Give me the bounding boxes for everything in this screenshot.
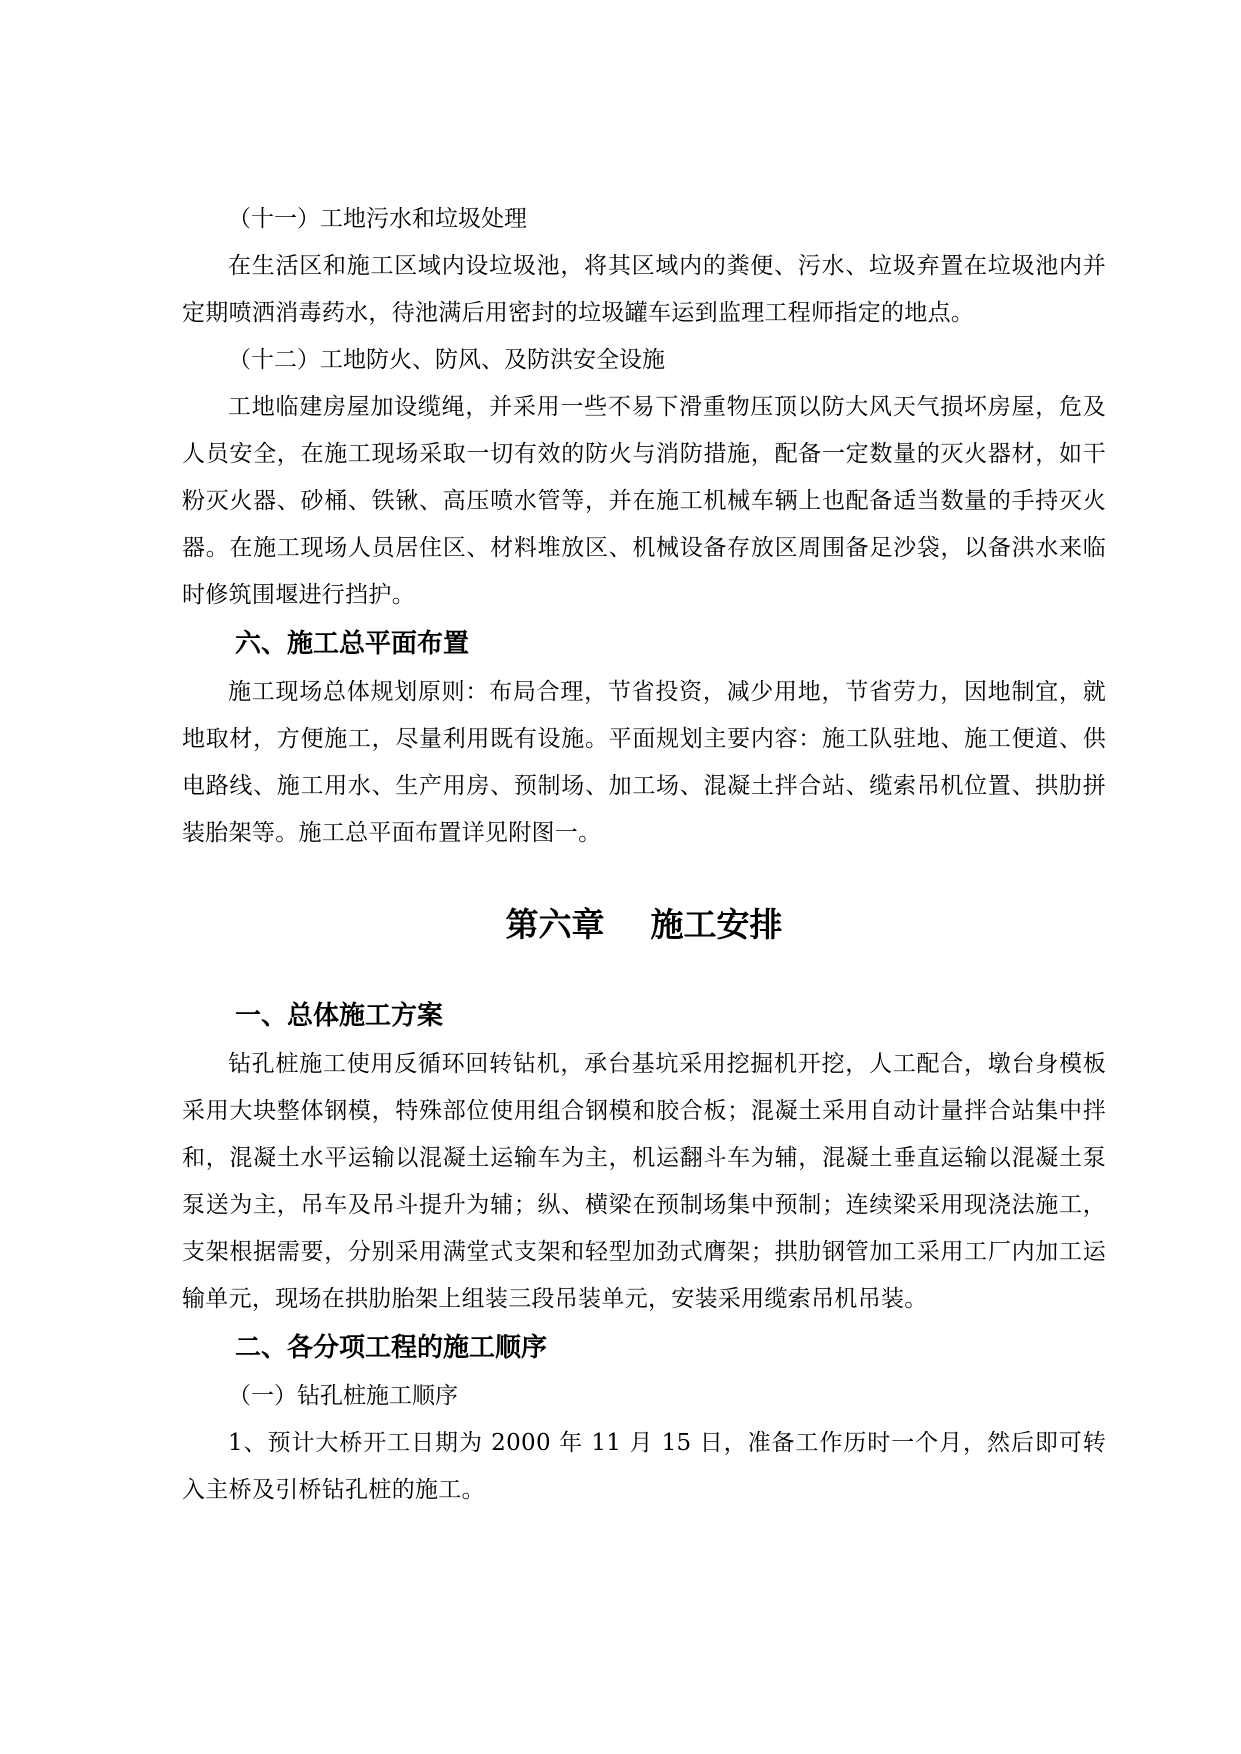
part-2-heading: 二、各分项工程的施工顺序 <box>235 1333 548 1363</box>
chapter-title: 第六章 施工安排 <box>505 905 783 944</box>
part-1-heading: 一、总体施工方案 <box>235 1001 444 1031</box>
part-1-body: 钻孔桩施工使用反循环回转钻机，承台基坑采用挖掘机开挖，人工配合，墩台身模板采用大块整体钢模，特殊部位使用组合钢模和胶合板；混凝土采用自动计量拌合站集中拌和，混凝土水平运输以混凝土运输车为主，机运翻斗车为辅，混凝土垂直运输以混凝土泵泵送为主，吊车及吊斗提升为辅；纵、横梁在预制场集中预制；连续梁采用现浇法施工，支架根据需要，分别采用满堂式支架和轻型加劲式膺架；拱肋钢管加工采用工厂内加工运输单元，现场在拱肋胎架上组装三段吊装单元，安装采用缆索吊机吊装。 <box>182 1051 1106 1312</box>
part-2-sub-1-heading: （一）钻孔桩施工顺序 <box>228 1383 458 1409</box>
section-12-body: 工地临建房屋加设缆绳，并采用一些不易下滑重物压顶以防大风天气损坏房屋，危及人员安全，在施工现场采取一切有效的防火与消防措施，配备一定数量的灭火器材，如干粉灭火器、砂桶、铁锹、高压喷水管等，并在施工机械车辆上也配备适当数量的手持灭火器。在施工现场人员居住区、材料堆放区、机械设备存放区周围备足沙袋，以备洪水来临时修筑围堰进行挡护。 <box>182 394 1106 608</box>
section-11-body: 在生活区和施工区域内设垃圾池，将其区域内的粪便、污水、垃圾弃置在垃圾池内并定期喷洒消毒药水，待池满后用密封的垃圾罐车运到监理工程师指定的地点。 <box>182 253 1106 326</box>
page-content <box>182 196 1106 1514</box>
section-6-heading: 六、施工总平面布置 <box>235 629 470 659</box>
section-12-heading: （十二）工地防火、防风、及防洪安全设施 <box>228 347 665 373</box>
section-6-body: 施工现场总体规划原则：布局合理，节省投资，减少用地，节省劳力，因地制宜，就地取材，方便施工，尽量利用既有设施。平面规划主要内容：施工队驻地、施工便道、供电路线、施工用水、生产用房、预制场、加工场、混凝土拌合站、缆索吊机位置、拱肋拼装胎架等。施工总平面布置详见附图一。 <box>182 679 1106 846</box>
part-2-sub-1-item-1: 1、预计大桥开工日期为 2000 年 11 月 15 日，准备工作历时一个月，然后即可转入主桥及引桥钻孔桩的施工。 <box>182 1430 1106 1503</box>
section-11-heading: （十一）工地污水和垃圾处理 <box>228 206 527 232</box>
